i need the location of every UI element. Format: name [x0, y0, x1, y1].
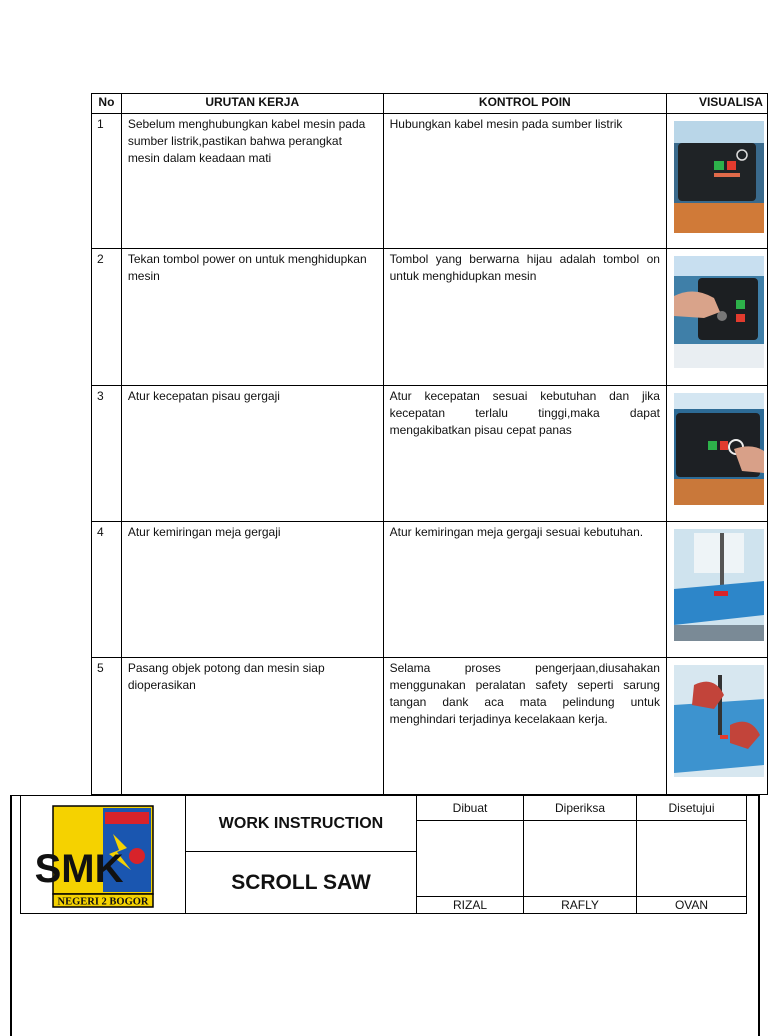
- step-urutan: Atur kecepatan pisau gergaji: [121, 386, 383, 522]
- school-logo-cell: [21, 796, 186, 914]
- step-number: 5: [92, 658, 122, 795]
- step-photo: [674, 393, 764, 505]
- work-steps-table: [91, 93, 768, 795]
- step-kontrol: Atur kemiringan meja gergaji sesuai kebutuhan.: [383, 522, 666, 658]
- header-kontrol-poin: KONTROL POIN: [383, 94, 666, 114]
- step-kontrol: Atur kecepatan sesuai kebutuhan dan jika kecepatan terlalu tinggi,maka dapat mengakibatkan pisau cepat panas: [383, 386, 666, 522]
- table-row: [92, 522, 768, 658]
- step-kontrol: Tombol yang berwarna hijau adalah tombol on untuk menghidupkan mesin: [383, 249, 666, 386]
- step-photo: [674, 256, 764, 368]
- step-kontrol: Hubungkan kabel mesin pada sumber listrik: [383, 114, 666, 249]
- step-urutan: Tekan tombol power on untuk menghidupkan mesin: [121, 249, 383, 386]
- step-kontrol: Selama proses pengerjaan,diusahakan menggunakan peralatan safety seperti sarung tangan dank aca mata pelindung untuk menghindari terjadinya kecelakaan kerja.: [383, 658, 666, 795]
- table-row: [92, 386, 768, 522]
- sign-name-dibuat: RIZAL: [417, 897, 524, 914]
- step-number: 2: [92, 249, 122, 386]
- svg-text:SMK: SMK: [34, 847, 124, 891]
- document-type: WORK INSTRUCTION: [186, 796, 417, 852]
- sign-name-disetujui: OVAN: [637, 897, 747, 914]
- header-visualisasi: VISUALISA: [666, 94, 767, 114]
- step-photo: [674, 665, 764, 777]
- step-urutan: Pasang objek potong dan mesin siap dioperasikan: [121, 658, 383, 795]
- sign-box-disetujui: [637, 821, 747, 897]
- header-no: No: [92, 94, 122, 114]
- sign-header-disetujui: Disetujui: [637, 796, 747, 821]
- step-number: 4: [92, 522, 122, 658]
- table-row: [92, 658, 768, 795]
- sign-header-dibuat: Dibuat: [417, 796, 524, 821]
- title-block: [20, 795, 747, 914]
- header-urutan-kerja: URUTAN KERJA: [121, 94, 383, 114]
- document-title: SCROLL SAW: [186, 852, 417, 914]
- table-row: [92, 249, 768, 386]
- school-logo: [34, 804, 155, 908]
- step-number: 3: [92, 386, 122, 522]
- step-urutan: Sebelum menghubungkan kabel mesin pada sumber listrik,pastikan bahwa perangkat mesin dalam keadaan mati: [121, 114, 383, 249]
- table-row: [92, 114, 768, 249]
- step-number: 1: [92, 114, 122, 249]
- sign-name-diperiksa: RAFLY: [524, 897, 637, 914]
- step-photo: [674, 529, 764, 641]
- table-header-row: [92, 94, 768, 114]
- sign-box-dibuat: [417, 821, 524, 897]
- sign-box-diperiksa: [524, 821, 637, 897]
- svg-text:NEGERI 2 BOGOR: NEGERI 2 BOGOR: [57, 896, 149, 908]
- sign-header-diperiksa: Diperiksa: [524, 796, 637, 821]
- step-urutan: Atur kemiringan meja gergaji: [121, 522, 383, 658]
- step-photo: [674, 121, 764, 233]
